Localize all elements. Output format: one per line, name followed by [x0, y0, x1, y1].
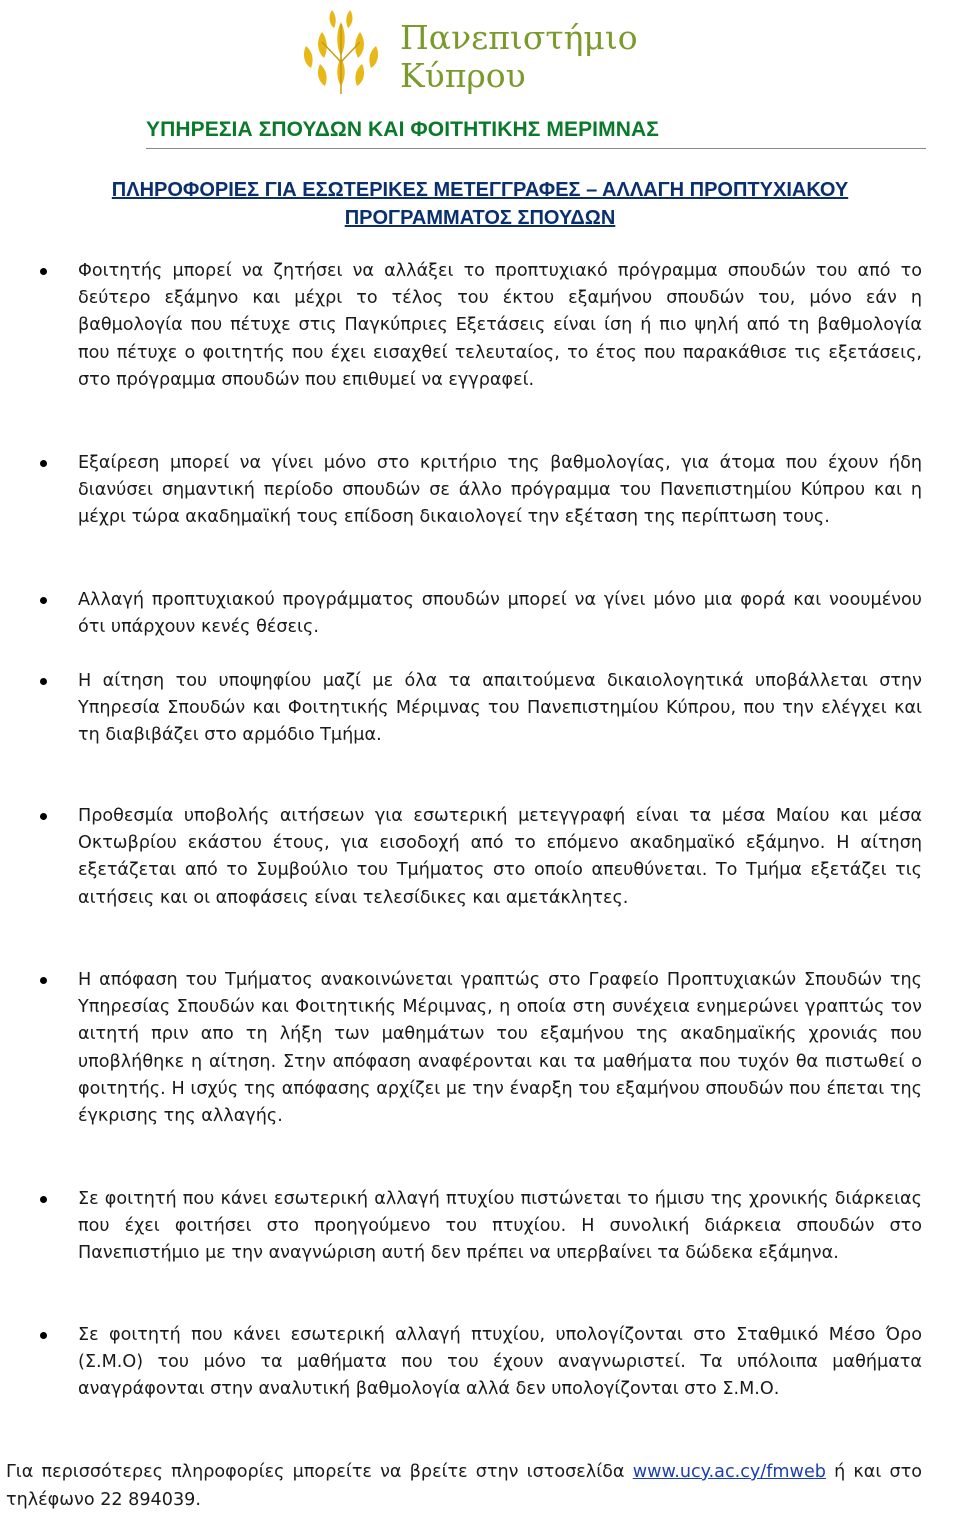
bullet-dot-icon — [40, 678, 47, 685]
page-title — [0, 176, 960, 232]
list-item — [78, 450, 922, 532]
list-item — [78, 1186, 922, 1268]
logo-text-line2: Κύπρου — [400, 56, 526, 95]
list-item — [78, 1322, 922, 1404]
list-item — [78, 258, 922, 394]
list-item-text: Αλλαγή προπτυχιακού προγράμματος σπουδών μπορεί να γίνει μόνο μια φορά και νοουμένου ότι υπάρχουν κενές θέσεις. — [78, 590, 922, 638]
list-item — [78, 668, 922, 750]
service-header: ΥΠΗΡΕΣΙΑ ΣΠΟΥΔΩΝ ΚΑΙ ΦΟΙΤΗΤΙΚΗΣ ΜΕΡΙΜΝΑΣ — [146, 118, 659, 141]
university-emblem-icon — [292, 2, 390, 102]
logo-text-line1: Πανεπιστήμιο — [400, 18, 638, 57]
list-item-text: Εξαίρεση μπορεί να γίνει μόνο στο κριτήριο της βαθμολογίας, για άτομα που έχουν ήδη διανύσει σημαντική περίοδο σπουδών σε άλλο πρόγραμμα του Πανεπιστημίου Κύπρου και η μέχρι τώρα ακαδημαϊκή τους επίδοση δικαιολογεί την εξέταση της περίπτωση τους. — [78, 453, 922, 528]
bullet-dot-icon — [40, 977, 47, 984]
list-item-text: Η αίτηση του υποψηφίου μαζί με όλα τα απαιτούμενα δικαιολογητικά υποβάλλεται στην Υπηρεσία Σπουδών και Φοιτητικής Μέριμνας του Πανεπιστημίου Κύπρου, που την ελέγχει και τη διαβιβάζει στο αρμόδιο Τμήμα. — [78, 671, 922, 746]
list-item — [78, 803, 922, 912]
bullet-dot-icon — [40, 597, 47, 604]
page-title-line2: ΠΡΟΓΡΑΜΜΑΤΟΣ ΣΠΟΥΔΩΝ — [344, 207, 616, 229]
footer-phone-text: ή και στο τηλέφωνο 22 894039. — [6, 1462, 923, 1510]
list-item — [78, 587, 922, 641]
bullet-dot-icon — [40, 1332, 47, 1339]
page-title-line1: ΠΛΗΡΟΦΟΡΙΕΣ ΓΙΑ ΕΣΩΤΕΡΙΚΕΣ ΜΕΤΕΓΓΡΑΦΕΣ – ΑΛΛΑΓΗ ΠΡΟΠΤΥΧΙΑΚΟΥ — [111, 179, 849, 201]
university-logo — [292, 2, 647, 102]
list-item-text: Η απόφαση του Τμήματος ανακοινώνεται γραπτώς στο Γραφείο Προπτυχιακών Σπουδών της Υπηρεσίας Σπουδών και Φοιτητικής Μέριμνας, η οποία στη συνέχεια ενημερώνει γραπτώς τον αιτητή πριν απο τη λήξη των μαθημάτων του εξαμήνου της ακαδημαϊκής χρονιάς που υποβλήθηκε η αίτηση. Στην απόφαση αναφέρονται και τα μαθήματα που τυχόν θα πιστωθεί ο φοιτητής. Η ισχύς της απόφασης αρχίζει με την έναρξη του εξαμήνου σπουδών που έπεται της έγκρισης της αλλαγής. — [78, 970, 922, 1127]
footer-text: Για περισσότερες πληροφορίες μπορείτε να βρείτε στην ιστοσελίδα — [6, 1462, 625, 1482]
website-link[interactable]: www.ucy.ac.cy/fmweb — [632, 1462, 826, 1482]
bullet-dot-icon — [40, 813, 47, 820]
bullet-dot-icon — [40, 1196, 47, 1203]
bullet-dot-icon — [40, 268, 47, 275]
list-item-text: Φοιτητής μπορεί να ζητήσει να αλλάξει το προπτυχιακό πρόγραμμα σπουδών του από το δεύτερο εξάμηνο και μέχρι το τέλος του έκτου εξαμήνου σπουδών του, μόνο εάν η βαθμολογία που πέτυχε στις Παγκύπριες Εξετάσεις είναι ίση ή πιο ψηλή από τη βαθμολογία που πέτυχε ο φοιτητής που έχει εισαχθεί τελευταίος, το έτος που παρακάθισε τις εξετάσεις, στο πρόγραμμα σπουδών που επιθυμεί να εγγραφεί. — [78, 261, 922, 390]
bullet-dot-icon — [40, 460, 47, 467]
header-divider — [146, 148, 926, 149]
list-item-text: Προθεσμία υποβολής αιτήσεων για εσωτερική μετεγγραφή είναι τα μέσα Μαίου και μέσα Οκτωβρίου εκάστου έτους, για εισοδοχή από το επόμενο ακαδημαϊκό εξάμηνο. Η αίτηση εξετάζεται από το Συμβούλιο του Τμήματος στο οποίο απευθύνεται. Το Τμήμα εξετάζει τις αιτήσεις και οι αποφάσεις είναι τελεσίδικες και αμετάκλητες. — [78, 806, 922, 908]
list-item-text: Σε φοιτητή που κάνει εσωτερική αλλαγή πτυχίου πιστώνεται το ήμισυ της χρονικής διάρκειας που έχει φοιτήσει στο προηγούμενο του πτυχίου. Η συνολική διάρκεια σπουδών στο Πανεπιστήμιο με την αναγνώριση αυτή δεν πρέπει να υπερβαίνει τα δώδεκα εξάμηνα. — [78, 1189, 922, 1264]
list-item-text: Σε φοιτητή που κάνει εσωτερική αλλαγή πτυχίου, υπολογίζονται στο Σταθμικό Μέσο Όρο (Σ.Μ.Ο) του μόνο τα μαθήματα που του έχουν αναγνωριστεί. Τα υπόλοιπα μαθήματα αναγράφονται στην αναλυτική βαθμολογία αλλά δεν υπολογίζονται στο Σ.Μ.Ο. — [78, 1325, 922, 1400]
footer-contact — [6, 1458, 922, 1514]
list-item — [78, 967, 922, 1130]
